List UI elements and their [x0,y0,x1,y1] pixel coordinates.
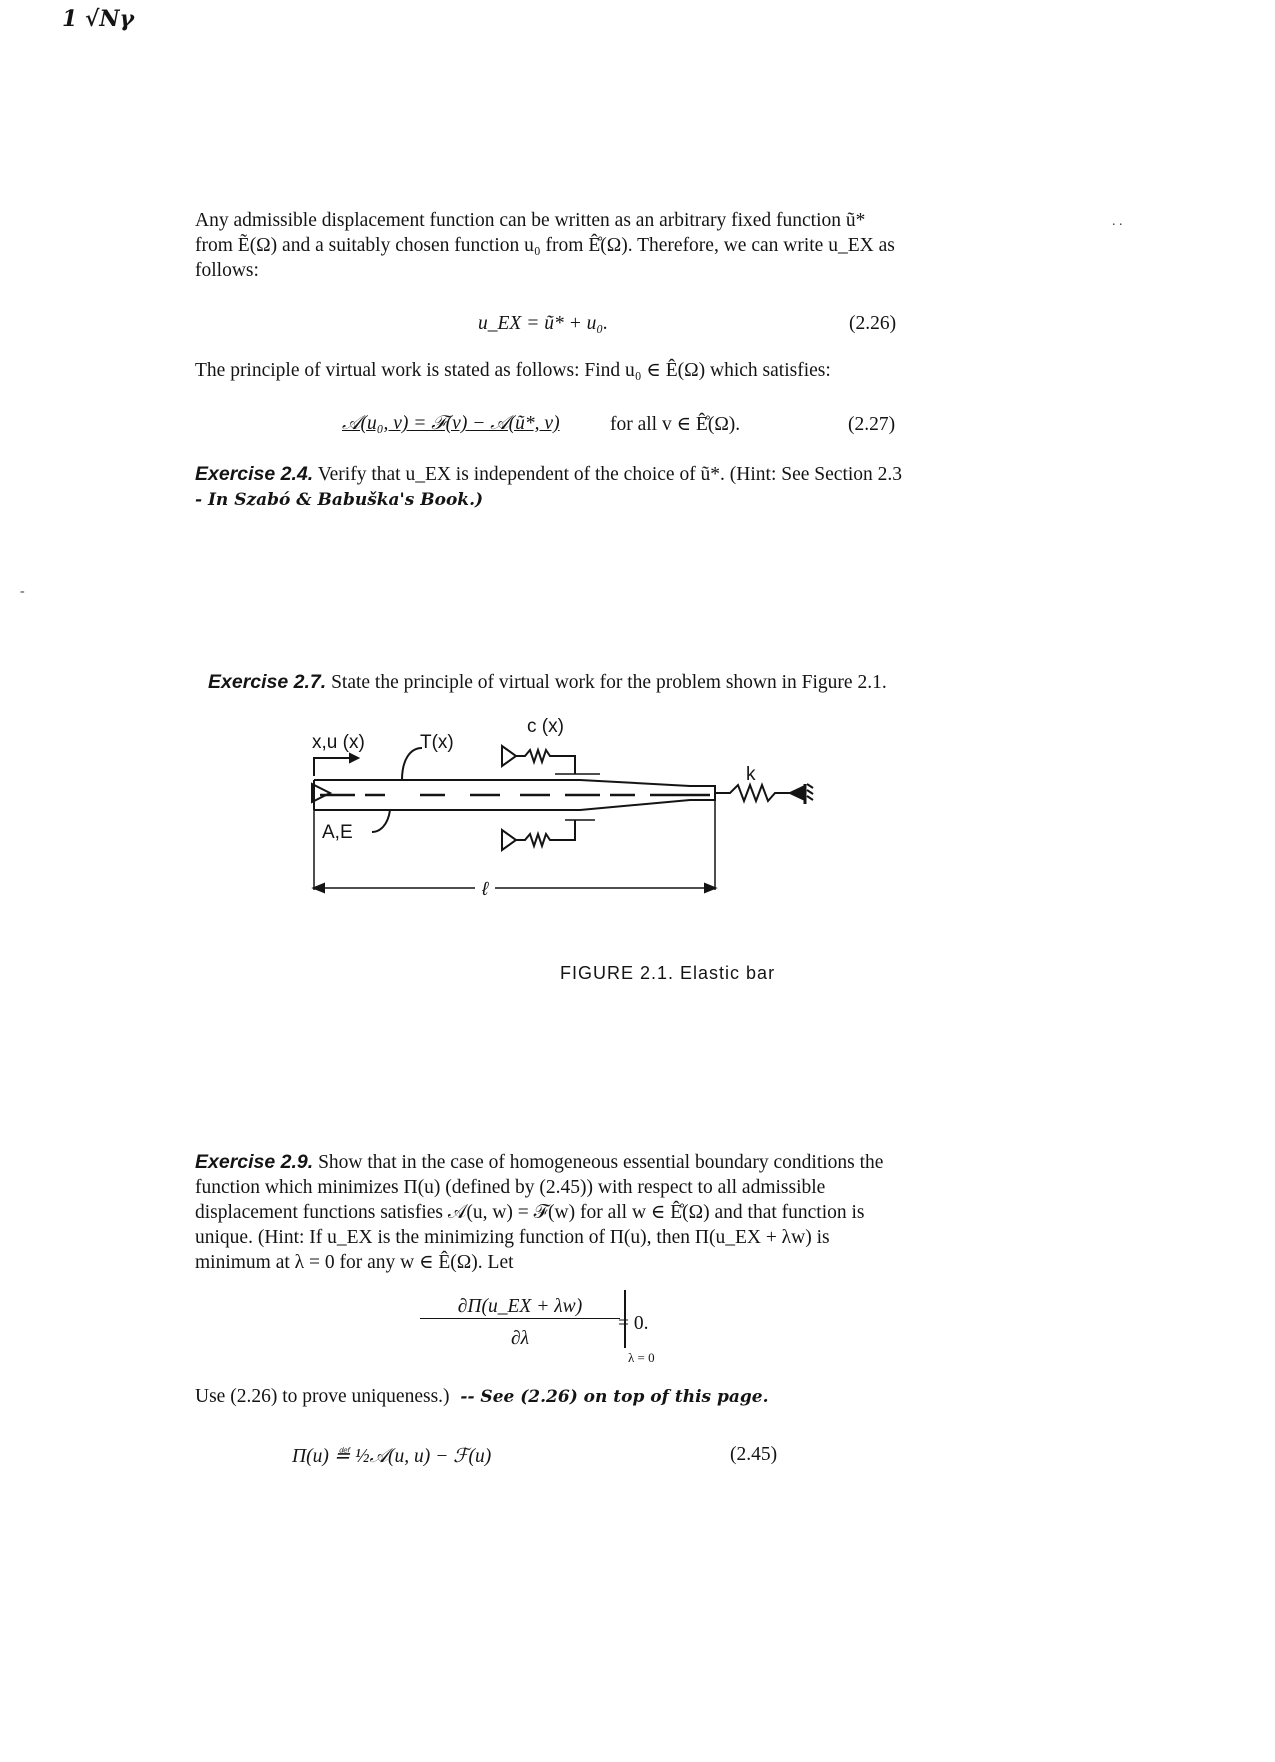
figure-label-xu: x,u (x) [312,732,365,753]
figure-caption: FIGURE 2.1. Elastic bar [560,963,776,983]
equation-2-26: u_EX = ũ* + u₀. [478,313,609,334]
handwritten-corner-note: 1 √Nγ [62,6,135,32]
margin-dots: . . [1112,214,1123,229]
exercise-2-4-label: Exercise 2.4. [195,463,314,485]
margin-dash: - [20,584,25,599]
equation-number-2-27: (2.27) [848,414,896,435]
figure-label-length: ℓ [482,879,489,900]
exercise-2-7-label: Exercise 2.7. [208,671,327,693]
uniqueness-text: Use (2.26) to prove uniqueness.) [195,1386,450,1407]
figure-label-ae: A,E [322,822,353,843]
bottom-support-triangle [502,830,516,850]
spring-k [715,785,790,801]
derivative-numerator: ∂Π(u_EX + λw) [420,1296,620,1319]
figure-label-k: k [746,764,756,785]
figure-elastic-bar [310,710,870,920]
derivative-rhs: = 0. [618,1313,649,1334]
exercise-2-9-label: Exercise 2.9. [195,1151,314,1173]
derivative-denominator: ∂λ [510,1328,530,1349]
exercise-2-9-text: Show that in the case of homogeneous essential boundary conditions the function which minimizes Π(u) (defined by (2.45)) with respect to all admissible displacement functions satisfies 𝒜(u, w) = ℱ(w) for all w ∈ Ê̊(Ω) and that function is unique. (Hint: If u_EX is the minimizing function of Π(u), then Π(u_EX + λw) is minimum at λ = 0 for any w ∈ Ê(Ω). Let [195,1152,884,1273]
exercise-2-9 [195,1150,900,1275]
figure-label-tx: T(x) [420,732,454,753]
equation-number-2-45: (2.45) [730,1444,778,1465]
exercise-2-4-handwritten-note: - In Szabó & Babuška's Book.) [195,490,484,510]
top-support-triangle [502,746,516,766]
exercise-2-4-text: Verify that u_EX is independent of the choice of ũ*. (Hint: See Section 2.3 [317,464,903,485]
exercise-2-7-text: State the principle of virtual work for the problem shown in Figure 2.1. [331,672,887,693]
uniqueness-handwritten-note: -- See (2.26) on top of this page. [460,1387,769,1407]
paragraph-virtual-work: The principle of virtual work is stated as follows: Find u₀ ∈ Ê(Ω) which satisfies: [195,360,831,381]
equation-number-2-26: (2.26) [849,313,897,334]
exercise-2-7 [208,670,908,695]
evaluation-point: λ = 0 [628,1350,655,1365]
equation-2-27-condition: for all v ∈ Ê̊(Ω). [610,414,741,435]
equation-2-45: Π(u) ≝ ½𝒜(u, u) − ℱ(u) [292,1446,492,1467]
figure-label-cx: c (x) [527,716,564,737]
paragraph-admissible-displacement: Any admissible displacement function can be written as an arbitrary fixed function ũ* from Ẽ(Ω) and a suitably chosen function u₀ from Ê̊(Ω). Therefore, we can write u_EX as follows: [195,210,895,281]
uniqueness-line [195,1384,915,1410]
equation-2-27: 𝒜(u₀, v) = ℱ(v) − 𝒜(ũ*, v) [342,413,560,434]
exercise-2-4 [195,462,905,513]
